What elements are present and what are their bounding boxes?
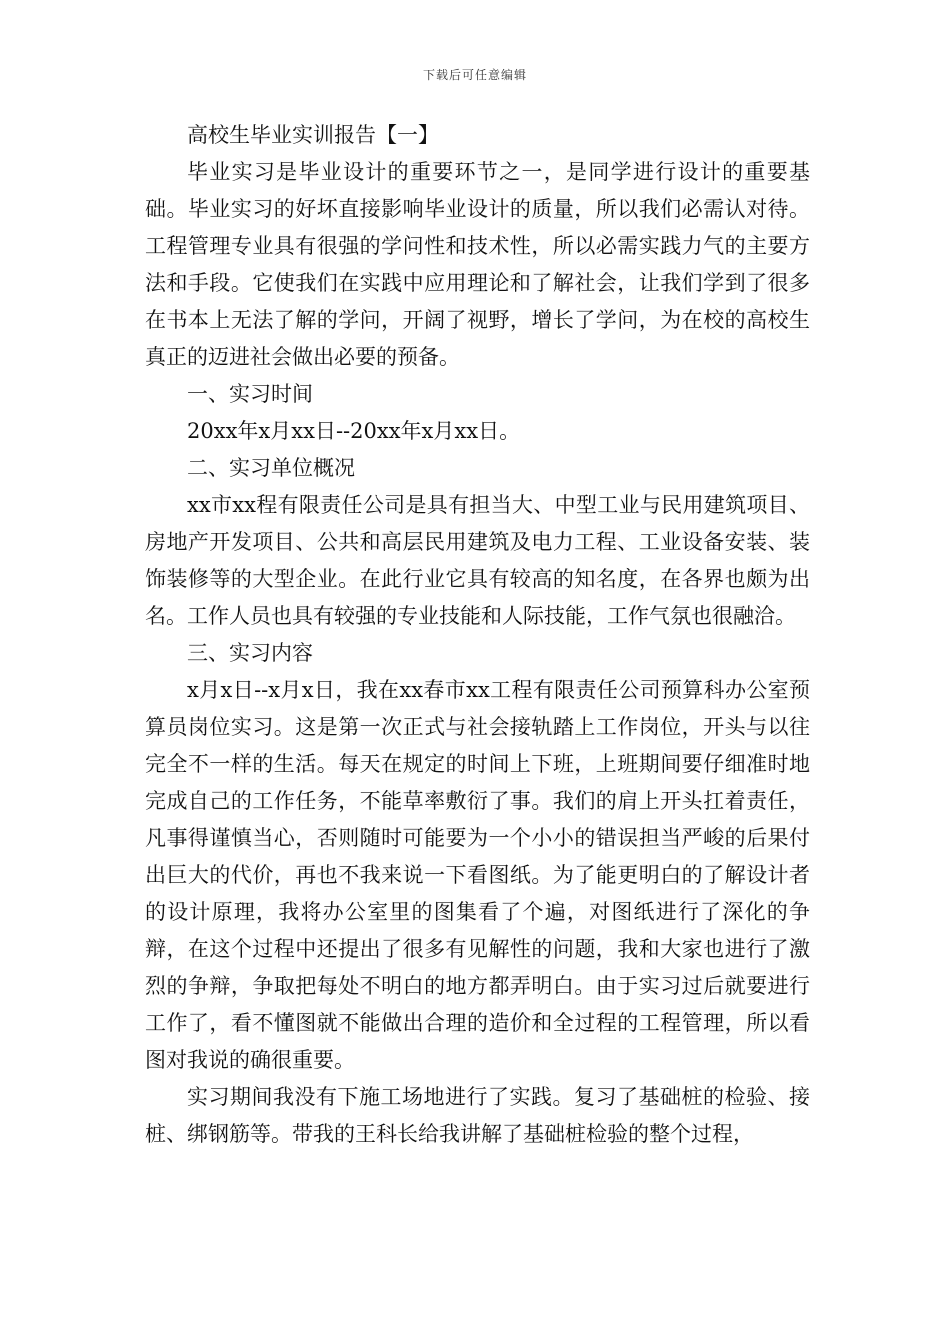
document-body — [145, 117, 810, 1153]
paragraph-intro: 毕业实习是毕业设计的重要环节之一，是同学进行设计的重要基础。毕业实习的好坏直接影响毕业设计的质量，所以我们必需认对待。工程管理专业具有很强的学问性和技术性，所以必需实践力气的主要方法和手段。它使我们在实践中应用理论和了解社会，让我们学到了很多在书本上无法了解的学问，开阔了视野，增长了学问，为在校的高校生真正的迈进社会做出必要的预备。 — [145, 160, 810, 369]
paragraph-internship-content: x月x日--x月x日，我在xx春市xx工程有限责任公司预算科办公室预算员岗位实习。这是第一次正式与社会接轨踏上工作岗位，开头与以往完全不一样的生活。每天在规定的时间上下班，上班期间要仔细准时地完成自己的工作任务，不能草率敷衍了事。我们的肩上开头扛着责任，凡事得谨慎当心，否则随时可能要为一个小小的错误担当严峻的后果付出巨大的代价，再也不我来说一下看图纸。为了能更明白的了解设计者的设计原理，我将办公室里的图集看了个遍，对图纸进行了深化的争辩，在这个过程中还提出了很多有见解性的问题，我和大家也进行了激烈的争辩，争取把每处不明白的地方都弄明白。由于实习过后就要进行工作了，看不懂图就不能做出合理的造价和全过程的工程管理，所以看图对我说的确很重要。 — [145, 678, 810, 1072]
section-heading-internship-time: 一、实习时间 — [187, 382, 313, 406]
page-header-note: 下载后可任意编辑 — [422, 68, 527, 82]
section-heading-company-overview: 二、实习单位概况 — [187, 456, 355, 480]
paragraph-company-overview: xx市xx程有限责任公司是具有担当大、中型工业与民用建筑项目、房地产开发项目、公共和高层民用建筑及电力工程、工业设备安装、装饰装修等的大型企业。在此行业它具有较高的知名度，在各界也颇为出名。工作人员也具有较强的专业技能和人际技能，工作气氛也很融洽。 — [145, 493, 810, 628]
paragraph-internship-dates: 20xx年x月xx日--20xx年x月xx日。 — [187, 419, 521, 443]
section-heading-internship-content: 三、实习内容 — [187, 641, 313, 665]
paragraph-site-practice: 实习期间我没有下施工场地进行了实践。复习了基础桩的检验、接桩、绑钢筋等。带我的王科长给我讲解了基础桩检验的整个过程， — [145, 1085, 810, 1146]
document-title: 高校生毕业实训报告【一】 — [187, 123, 439, 147]
